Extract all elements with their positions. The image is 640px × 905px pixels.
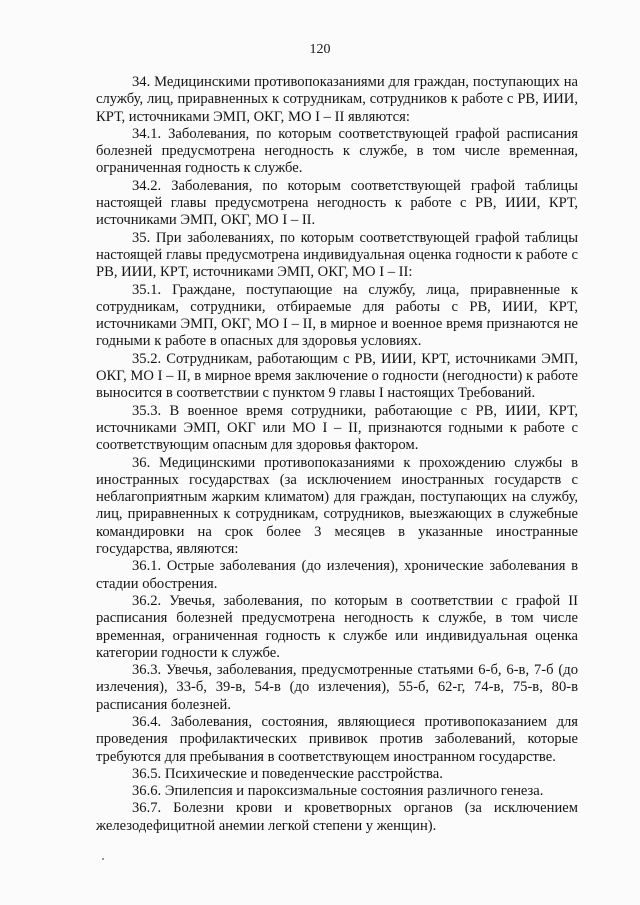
paragraph-35: 35. При заболеваниях, по которым соответствующей графой таблицы настоящей главы предусмотрена индивидуальная оценка годности к работе с РВ, ИИИ, КРТ, источниками ЭМП, ОКГ, МО I – II: (96, 229, 578, 281)
paragraph-35-2: 35.2. Сотрудникам, работающим с РВ, ИИИ, КРТ, источниками ЭМП, ОКГ, МО I – II, в мирное время заключение о годности (негодности) к работе выносится в соответствии с пунктом 9 главы I настоящих Требований. (96, 350, 578, 402)
paragraph-36-1: 36.1. Острые заболевания (до излечения), хронические заболевания в стадии обострения. (96, 558, 578, 592)
paragraph-35-1: 35.1. Граждане, поступающие на службу, лица, приравненные к сотрудникам, сотрудники, отбираемые для работы с РВ, ИИИ, КРТ, источниками ЭМП, ОКГ, МО I – II, в мирное и военное время признаются не годными к работе в опасных для здоровья условиях. (96, 281, 578, 350)
paragraph-36-5: 36.5. Психические и поведенческие расстройства. (132, 765, 443, 782)
paragraph-34: 34. Медицинскими противопоказаниями для граждан, поступающих на службу, лиц, приравненных к сотрудникам, сотрудников к работе с РВ, ИИИ, КРТ, источниками ЭМП, ОКГ, МО I – II являются: (96, 74, 578, 125)
paragraph-34-1: 34.1. Заболевания, по которым соответствующей графой расписания болезней предусмотрена негодность к службе, в том числе временная, ограниченная годность к службе. (96, 125, 578, 177)
paragraph-34-2: 34.2. Заболевания, по которым соответствующей графой таблицы настоящей главы предусмотрена негодность к работе с РВ, ИИИ, КРТ, источниками ЭМП, ОКГ, МО I – II. (96, 177, 578, 229)
scan-artifact (102, 858, 104, 860)
page-number: 120 (309, 42, 331, 57)
paragraph-36-7: 36.7. Болезни крови и кроветворных органов (за исключением железодефицитной анемии легкой степени у женщин). (96, 800, 578, 834)
paragraph-36: 36. Медицинскими противопоказаниями к прохождению службы в иностранных государствах (за исключением иностранных государств с неблагоприятным жарким климатом) для граждан, поступающих на службу, лиц, приравненных к сотрудникам, сотрудников, выезжающих в служебные командировки на срок более 3 месяцев в указанные иностранные государства, являются: (96, 454, 578, 558)
paragraph-35-3: 35.3. В военное время сотрудники, работающие с РВ, ИИИ, КРТ, источниками ЭМП, ОКГ или МО I – II, признаются годными к работе с соответствующим опасным для здоровья фактором. (96, 402, 578, 454)
paragraph-36-4: 36.4. Заболевания, состояния, являющиеся противопоказанием для проведения профилактических прививок против заболеваний, которые требуются для пребывания в соответствующем иностранном государстве. (96, 713, 578, 765)
document-body (96, 74, 578, 835)
paragraph-36-2: 36.2. Увечья, заболевания, по которым в соответствии с графой II расписания болезней предусмотрена негодность к службе, в том числе временная, ограниченная годность к службе или индивидуальная оценка категории годности к службе. (96, 592, 578, 661)
paragraph-36-3: 36.3. Увечья, заболевания, предусмотренные статьями 6-б, 6-в, 7-б (до излечения), 33-б, 39-в, 54-в (до излечения), 55-б, 62-г, 74-в, 75-в, 80-в расписания болезней. (96, 662, 578, 713)
paragraph-36-6: 36.6. Эпилепсия и пароксизмальные состояния различного генеза. (132, 783, 544, 800)
